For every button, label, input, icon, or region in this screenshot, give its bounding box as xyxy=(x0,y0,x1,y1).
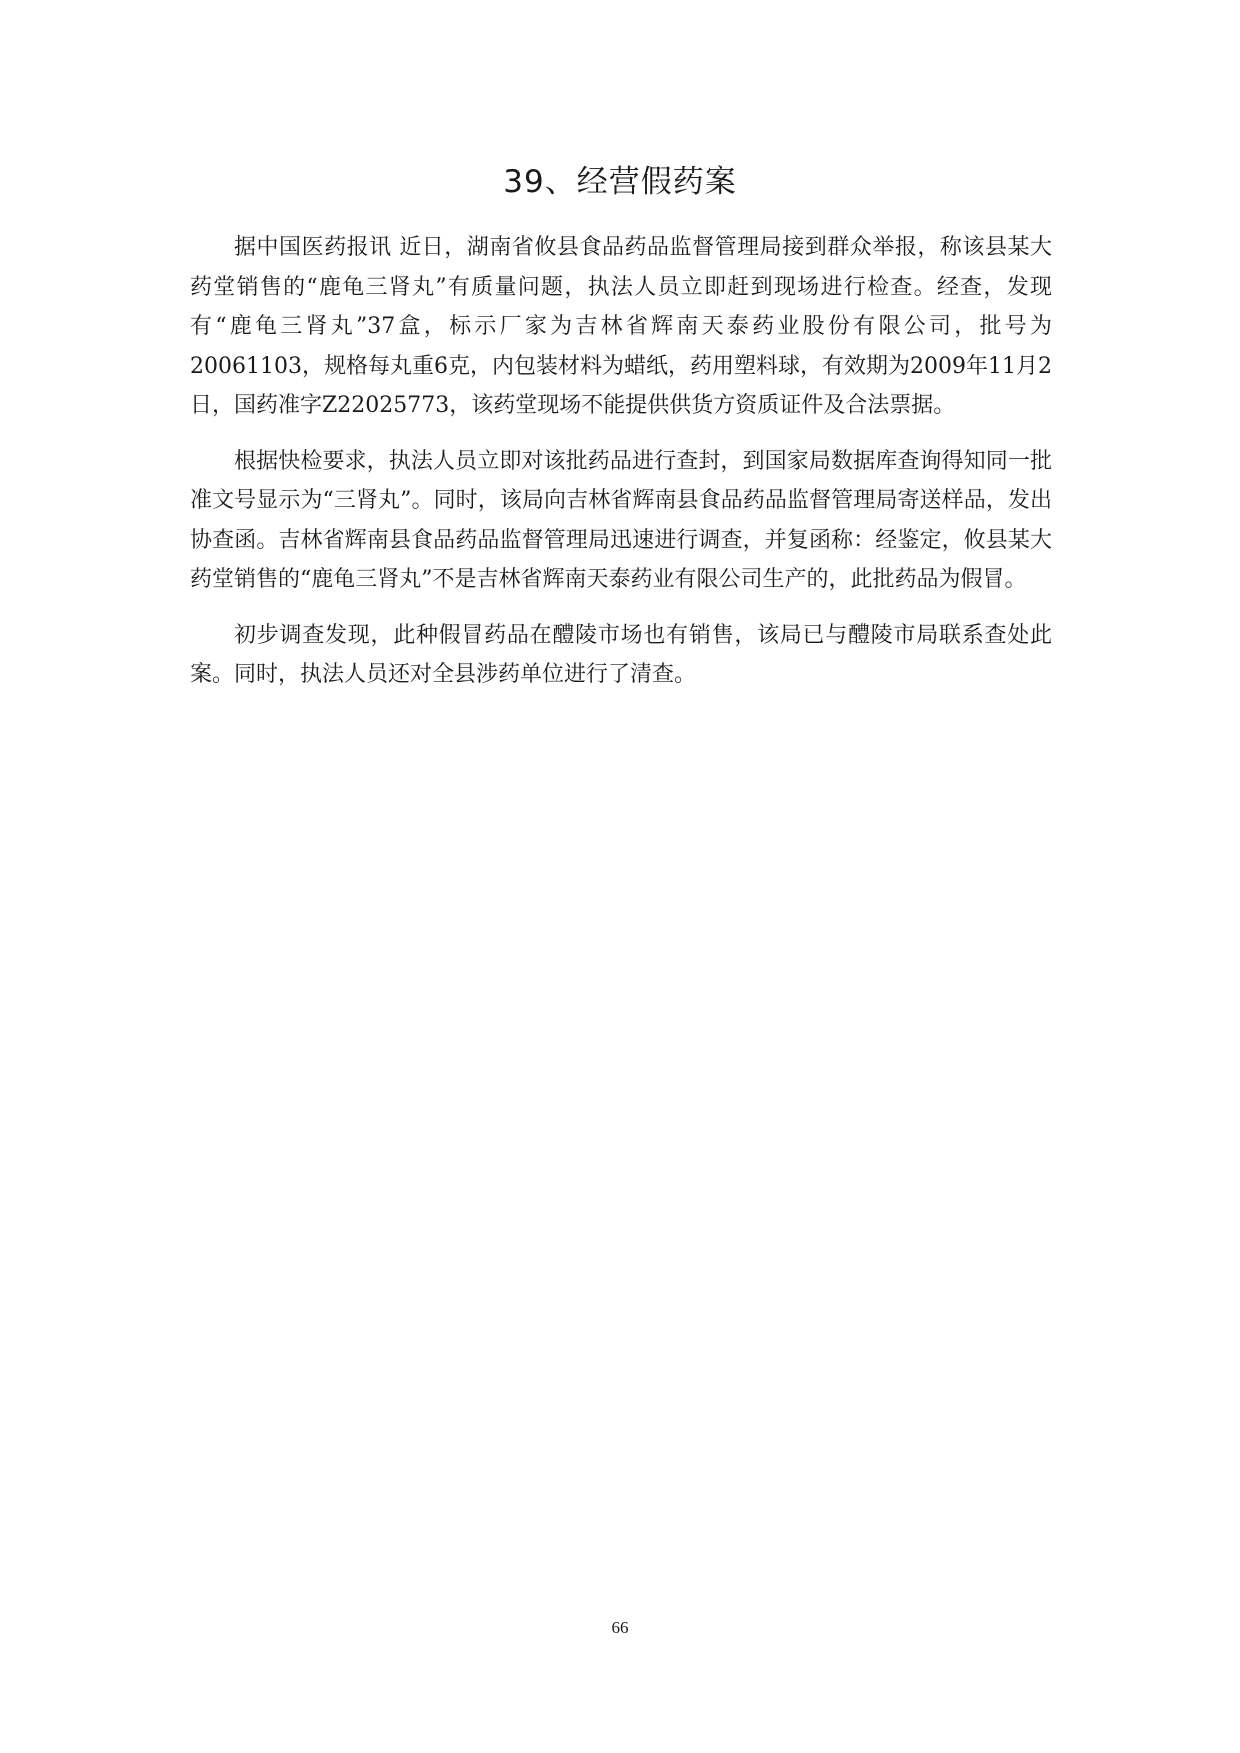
page-number: 66 xyxy=(611,1618,629,1637)
document-title: 39、经营假药案 xyxy=(503,164,737,200)
paragraph-1: 据中国医药报讯 近日，湖南省攸县食品药品监督管理局接到群众举报，称该县某大药堂销售的“鹿龟三肾丸”有质量问题，执法人员立即赶到现场进行检查。经查，发现有“鹿龟三肾丸”37盒，标示厂家为吉林省辉南天泰药业股份有限公司，批号为20061103，规格每丸重6克，内包装材料为蜡纸，药用塑料球，有效期为2009年11月2日，国药准字Z22025773，该药堂现场不能提供供货方资质证件及合法票据。 xyxy=(190,235,1052,418)
paragraph-3: 初步调查发现，此种假冒药品在醴陵市场也有销售，该局已与醴陵市局联系查处此案。同时，执法人员还对全县涉药单位进行了清查。 xyxy=(190,622,1052,687)
paragraph-2: 根据快检要求，执法人员立即对该批药品进行查封，到国家局数据库查询得知同一批准文号显示为“三肾丸”。同时，该局向吉林省辉南县食品药品监督管理局寄送样品，发出协查函。吉林省辉南县食品药品监督管理局迅速进行调查，并复函称：经鉴定，攸县某大药堂销售的“鹿龟三肾丸”不是吉林省辉南天泰药业有限公司生产的，此批药品为假冒。 xyxy=(190,448,1052,592)
document-body xyxy=(190,228,1052,711)
